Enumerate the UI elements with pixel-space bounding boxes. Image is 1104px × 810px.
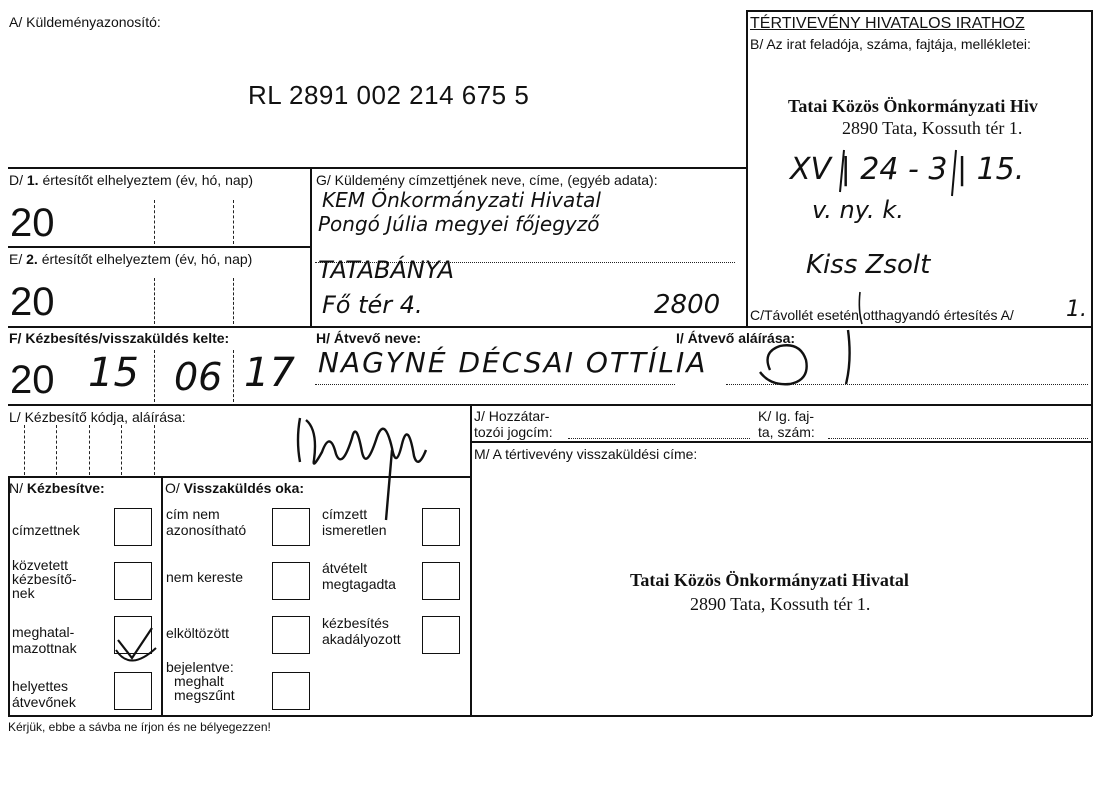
return-address-line2: 2890 Tata, Kossuth tér 1. bbox=[690, 594, 871, 614]
sender-line2: 2890 Tata, Kossuth tér 1. bbox=[842, 118, 1023, 138]
check-mark bbox=[118, 628, 152, 658]
n-option-substitute: helyettes átvevőnek bbox=[12, 678, 76, 710]
sender-line1: Tatai Közös Önkormányzati Hiv bbox=[788, 96, 1038, 116]
n-option-recipient: címzettnek bbox=[12, 522, 80, 538]
n-option-authorized: meghatal- mazottnak bbox=[12, 624, 77, 656]
recipient-hand-line1: KEM Önkormányzati Hivatal bbox=[322, 188, 601, 212]
footer-note: Kérjük, ebbe a sávba ne írjon és ne bélyegezzen! bbox=[8, 720, 271, 734]
section-i-label: I/ Átvevő aláírása: bbox=[676, 330, 796, 346]
handwritten-name: Kiss Zsolt bbox=[806, 250, 931, 280]
section-k-label-1: K/ Ig. faj- bbox=[758, 408, 815, 424]
handwritten-ref: XV | 24 - 3 | 15. bbox=[790, 152, 1025, 187]
section-d1-label: D/ 1. értesítőt elhelyeztem (év, hó, nap) bbox=[9, 172, 254, 188]
f-hand-year: 15 bbox=[88, 350, 139, 396]
section-g-label: G/ Küldemény címzettjének neve, címe, (egyéb adata): bbox=[316, 172, 658, 188]
courier-signature bbox=[298, 418, 426, 520]
f-year-prefix: 20 bbox=[10, 358, 55, 402]
o-option-obstructed: kézbesítés akadályozott bbox=[322, 615, 401, 647]
section-h-label: H/ Átvevő neve: bbox=[316, 330, 422, 346]
section-j-label-1: J/ Hozzátar- bbox=[474, 408, 550, 424]
f-hand-day: 17 bbox=[244, 350, 295, 396]
o-option-not-collected: nem kereste bbox=[166, 569, 244, 585]
recipient-signature bbox=[760, 330, 850, 384]
c-label-stroke bbox=[859, 292, 862, 324]
o-option-refused: átvételt megtagadta bbox=[322, 560, 396, 592]
f-hand-month: 06 bbox=[174, 355, 223, 399]
section-l-label: L/ Kézbesítő kódja, aláírása: bbox=[9, 409, 186, 425]
section-c-label: C/Távollét esetén otthagyandó értesítés A/ bbox=[750, 307, 1014, 323]
section-b-label: B/ Az irat feladója, száma, fajtája, mellékletei: bbox=[750, 36, 1031, 52]
recipient-hand-zip: 2800 bbox=[654, 290, 721, 320]
recipient-name-hand: NAGYNÉ DÉCSAI OTTÍLIA bbox=[318, 346, 708, 379]
tracking-id: RL 2891 002 214 675 5 bbox=[248, 80, 530, 110]
section-o-label: O/ Visszaküldés oka: bbox=[165, 480, 305, 496]
o-option-unknown-recipient: címzett ismeretlen bbox=[322, 506, 387, 538]
n-option-indirect: közvetett kézbesítő- nek bbox=[12, 557, 77, 601]
check-circle bbox=[116, 648, 156, 661]
section-k-label-2: ta, szám: bbox=[758, 424, 815, 440]
section-e2-label: E/ 2. értesítőt elhelyeztem (év, hó, nap) bbox=[9, 251, 253, 267]
section-j-label-2: tozói jogcím: bbox=[474, 424, 553, 440]
d1-year-prefix: 20 bbox=[10, 201, 55, 245]
recipient-hand-street: Fő tér 4. bbox=[322, 291, 423, 319]
return-address-line1: Tatai Közös Önkormányzati Hivatal bbox=[630, 570, 909, 590]
recipient-hand-line2: Pongó Júlia megyei főjegyző bbox=[318, 212, 600, 236]
form-title: TÉRTIVEVÉNY HIVATALOS IRATHOZ bbox=[750, 15, 1025, 32]
section-m-label: M/ A tértivevény visszaküldési címe: bbox=[474, 446, 698, 462]
handwritten-note: v. ny. k. bbox=[812, 196, 904, 224]
o-option-moved: elköltözött bbox=[166, 625, 230, 641]
o-option-unidentifiable: cím nem azonosítható bbox=[166, 506, 247, 538]
ref-strokes bbox=[840, 150, 956, 196]
e2-year-prefix: 20 bbox=[10, 280, 55, 324]
o-option-reported: bejelentve: meghalt megszűnt bbox=[166, 659, 235, 703]
section-n-label: N/ Kézbesítve: bbox=[9, 480, 105, 496]
section-c-value: 1. bbox=[1066, 297, 1087, 322]
recipient-hand-city: TATABÁNYA bbox=[318, 256, 455, 284]
section-f-label: F/ Kézbesítés/visszaküldés kelte: bbox=[9, 330, 230, 346]
section-a-label: A/ Küldeményazonosító: bbox=[9, 14, 161, 30]
